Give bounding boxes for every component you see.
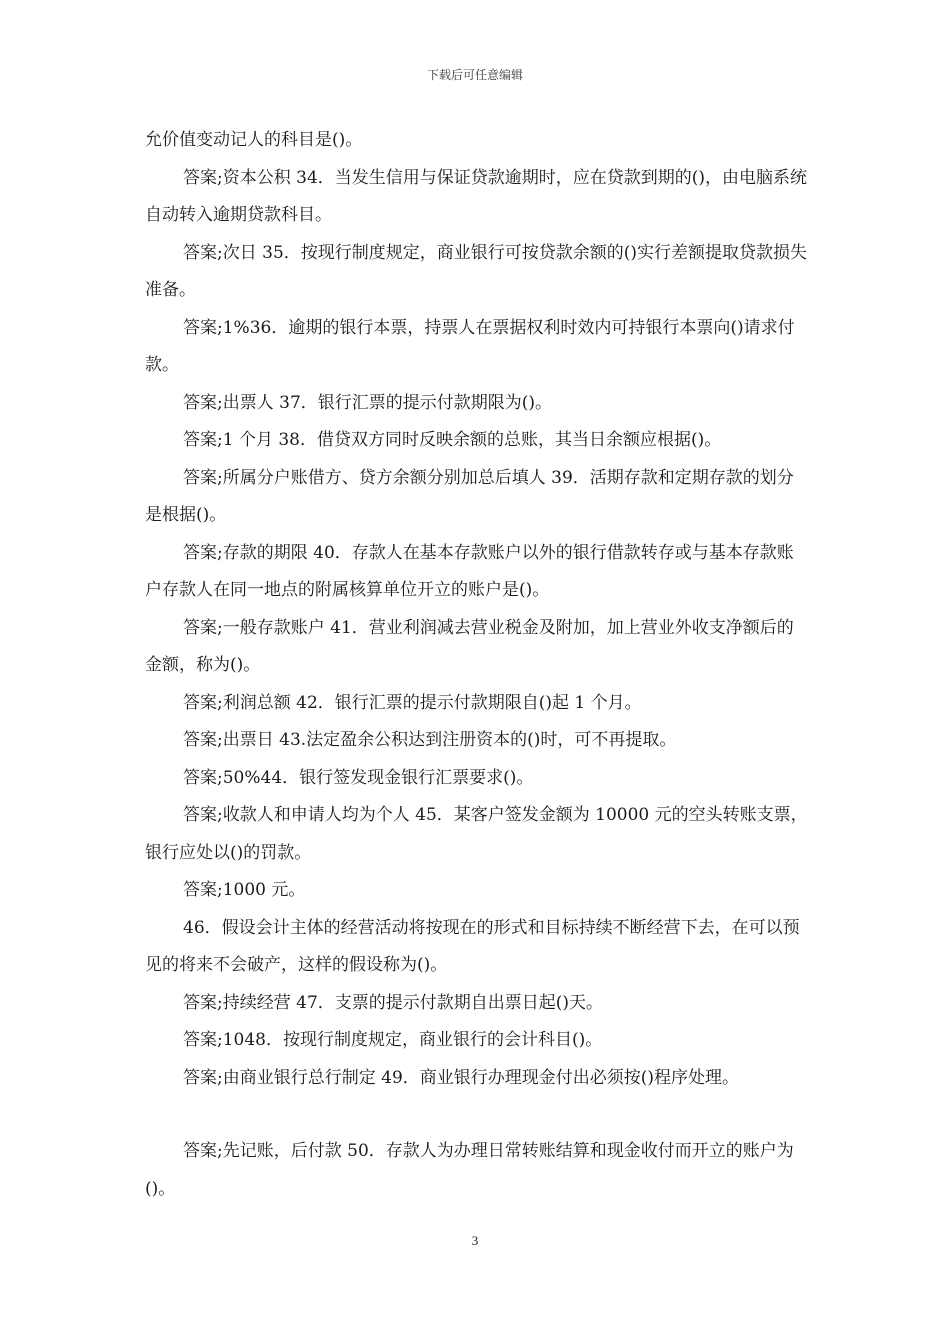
paragraph-12: 答案;50%44．银行签发现金银行汇票要求()。 — [183, 767, 534, 788]
paragraph-15: 46．假设会计主体的经营活动将按现在的形式和目标持续不断经营下去，在可以预见的将来不会破产，这样的假设称为()。 — [145, 917, 800, 975]
page-number: 3 — [471, 1233, 479, 1248]
paragraph-9: 答案;一般存款账户 41．营业利润减去营业税金及附加，加上营业外收支净额后的金额，称为()。 — [145, 617, 794, 675]
paragraph-3: 答案;次日 35．按现行制度规定，商业银行可按贷款余额的()实行差额提取贷款损失准备。 — [145, 242, 808, 300]
document-body — [145, 122, 810, 1208]
paragraph-1: 允价值变动记人的科目是()。 — [145, 130, 363, 150]
paragraph-8: 答案;存款的期限 40．存款人在基本存款账户以外的银行借款转存或与基本存款账户存款人在同一地点的附属核算单位开立的账户是()。 — [145, 542, 794, 600]
paragraph-16: 答案;持续经营 47．支票的提示付款期自出票日起()天。 — [183, 992, 604, 1013]
paragraph-19: 答案;先记账，后付款 50．存款人为办理日常转账结算和现金收付而开立的账户为()。 — [145, 1141, 794, 1199]
page-header: 下载后可任意编辑 — [426, 68, 523, 82]
paragraph-13: 答案;收款人和申请人均为个人 45．某客户签发金额为 10000 元的空头转账支票，银行应处以()的罚款。 — [145, 805, 808, 863]
paragraph-18: 答案;由商业银行总行制定 49．商业银行办理现金付出必须按()程序处理。 — [183, 1067, 740, 1088]
paragraph-17: 答案;1048．按现行制度规定，商业银行的会计科目()。 — [183, 1030, 603, 1050]
paragraph-6: 答案;1 个月 38．借贷双方同时反映余额的总账，其当日余额应根据()。 — [183, 430, 722, 450]
paragraph-10: 答案;利润总额 42．银行汇票的提示付款期限自()起 1 个月。 — [183, 692, 642, 713]
paragraph-4: 答案;1%36．逾期的银行本票，持票人在票据权利时效内可持银行本票向()请求付款。 — [145, 317, 795, 375]
paragraph-11: 答案;出票日 43.法定盈余公积达到注册资本的()时，可不再提取。 — [183, 730, 677, 750]
paragraph-14: 答案;1000 元。 — [183, 880, 306, 900]
paragraph-2: 答案;资本公积 34．当发生信用与保证贷款逾期时，应在贷款到期的()，由电脑系统自动转入逾期贷款科目。 — [145, 167, 808, 225]
paragraph-7: 答案;所属分户账借方、贷方余额分别加总后填人 39．活期存款和定期存款的划分是根据()。 — [145, 467, 794, 525]
paragraph-5: 答案;出票人 37．银行汇票的提示付款期限为()。 — [183, 392, 553, 413]
